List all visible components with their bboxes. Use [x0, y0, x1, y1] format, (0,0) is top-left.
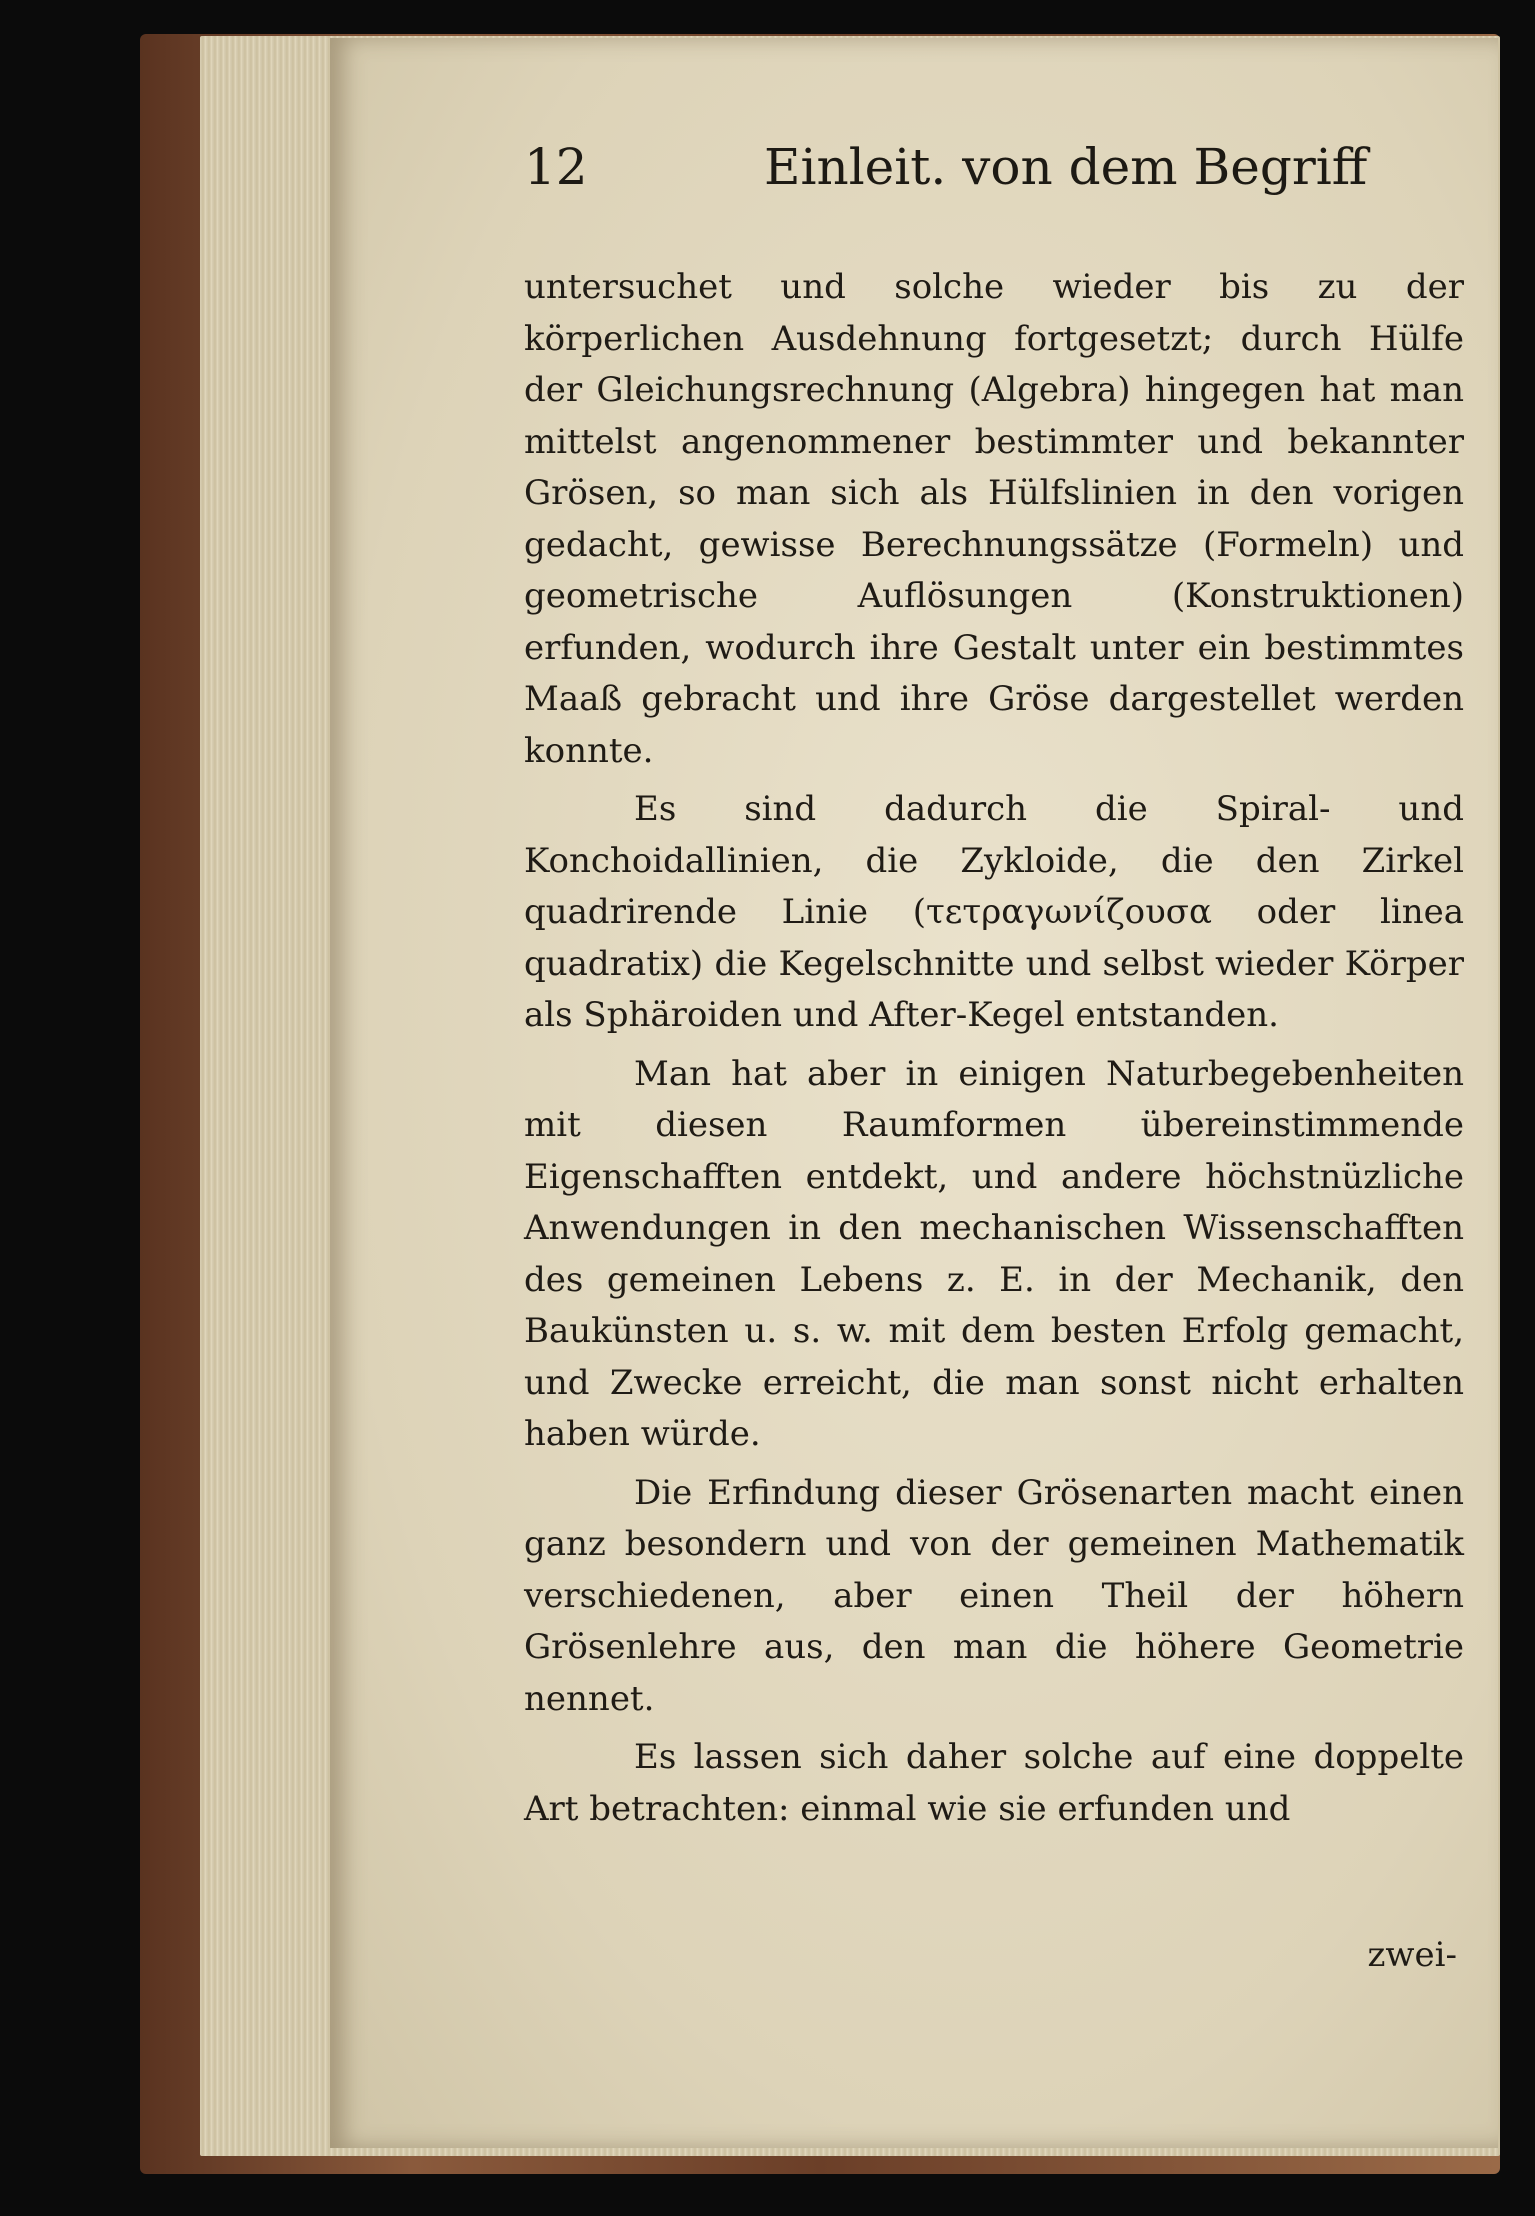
paragraph-2: Es sind dadurch die Spiral- und Konchoidallinien, die Zykloide, die den Zirkel quadrirende Linie (τετραγωνίζουσα oder linea quadratix) die Kegelschnitte und selbst wieder Körper als Sphäroiden und After-Kegel entstanden.	[524, 789, 1464, 1035]
paragraph-5: Es lassen sich daher solche auf eine doppelte Art betrachten: einmal wie sie erfunden und	[524, 1737, 1464, 1829]
page-header	[524, 138, 1464, 198]
paragraph-4: Die Erfindung dieser Grösenarten macht einen ganz besondern und von der gemeinen Mathematik verschiedenen, aber einen Theil der höhern Grösenlehre aus, den man die höhere Geometrie nennet.	[524, 1472, 1464, 1719]
page-number: 12	[524, 138, 588, 196]
body-text	[524, 262, 1464, 1835]
running-title: Einleit. von dem Begriff	[764, 138, 1368, 196]
paragraph-3: Man hat aber in einigen Naturbegebenheiten mit diesen Raumformen übereinstimmende Eigenschafften entdekt, und andere höchstnüzliche Anwendungen in den mechanischen Wissenschafften des gemeinen Lebens z. E. in der Mechanik, den Baukünsten u. s. w. mit dem besten Erfolg gemacht, und Zwecke erreicht, die man sonst nicht erhalten haben würde.	[524, 1053, 1464, 1454]
catchword: zwei-	[1367, 1935, 1457, 1975]
paragraph-1: untersuchet und solche wieder bis zu der körperlichen Ausdehnung fortgesetzt; durch Hülfe der Gleichungsrechnung (Algebra) hingegen hat man mittelst angenommener bestimmter und bekannter Grösen, so man sich als Hülfslinien in den vorigen gedacht, gewisse Berechnungssätze (Formeln) und geometrische Auflösungen (Konstruktionen) erfunden, wodurch ihre Gestalt unter ein bestimmtes Maaß gebracht und ihre Gröse dargestellet werden konnte.	[524, 267, 1464, 771]
